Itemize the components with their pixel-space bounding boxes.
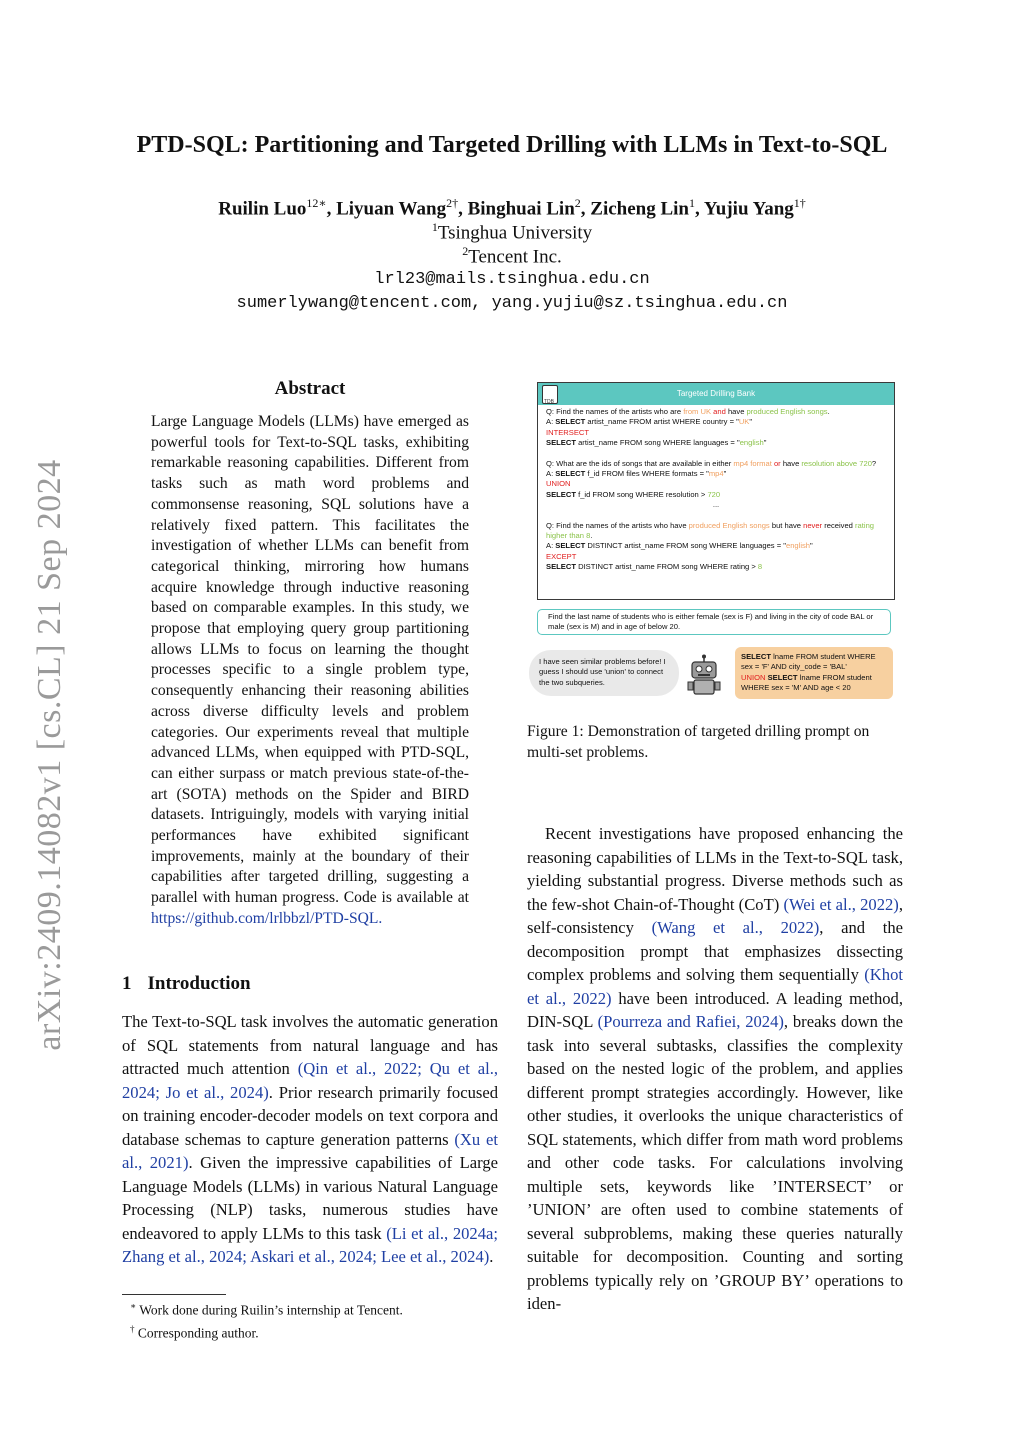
section-heading [122, 973, 251, 995]
abstract-heading: Abstract [274, 378, 346, 399]
author-name: Ruilin Luo [218, 198, 307, 220]
robot-icon [684, 654, 724, 698]
citation-link[interactable]: (Wei et al., 2022) [783, 894, 899, 914]
example-answer-3-line-3: SELECT DISTINCT artist_name FROM song WHERE rating > 8 [546, 562, 763, 572]
citation-link[interactable]: (Qin et al., 2022; Qu et al., 2024; Jo et al., 2024) [122, 1059, 498, 1102]
section-title: Introduction [147, 973, 251, 994]
example-question-1: Q: Find the names of the artists who are from UK and have produced English songs. [546, 407, 830, 416]
example-question-2: Q: What are the ids of songs that are available in either mp4 format or have resolution above 720? [546, 458, 877, 468]
generated-sql-answer [735, 647, 893, 699]
answer-line-3: UNION SELECT lname FROM student [741, 672, 872, 682]
body-text: Recent investigations have proposed enhancing the reasoning capabilities of LLMs in the Text-to-SQL task, yielding substantial progress. Diverse methods such as the few-shot Chain-of-Thought (CoT) [527, 824, 903, 914]
example-answer-1-line-3: SELECT artist_name FROM song WHERE languages = "english" [546, 438, 767, 448]
example-question-3: Q: Find the names of the artists who have produced English songs but have never received rating higher than 8. [546, 520, 875, 541]
answer-line-2: sex = 'F' AND city_code = 'BAL' [741, 662, 847, 672]
bank-examples [538, 405, 894, 575]
abstract-body [151, 412, 469, 930]
answer-line-4: WHERE sex = 'M' AND age < 20 [741, 683, 851, 693]
section-number: 1 [122, 973, 132, 994]
paper-title: PTD-SQL: Partitioning and Targeted Drilling with LLMs in Text-to-SQL [136, 132, 888, 158]
citation-link[interactable]: (Khot et al., 2022) [527, 965, 903, 1008]
figure-caption: Figure 1: Demonstration of targeted drilling prompt on multi-set problems. [527, 723, 870, 761]
body-text: have been introduced. A leading method, DIN-SQL [527, 988, 904, 1031]
example-answer-3-line-1: A: SELECT DISTINCT artist_name FROM song WHERE languages = "english" [546, 541, 813, 551]
author-name: Zicheng Lin [590, 198, 690, 220]
example-answer-2-line-1: A: SELECT f_id FROM files WHERE formats = "mp4" [546, 469, 727, 479]
citation-link[interactable]: (Pourreza and Rafiei, 2024) [597, 1012, 784, 1031]
body-text: , self-consistency [527, 894, 903, 937]
example-answer-3-operator: EXCEPT [546, 551, 577, 561]
body-text: . [489, 1247, 494, 1266]
citation-link[interactable]: (Li et al., 2024a; Zhang et al., 2024; Askari et al., 2024; Lee et al., 2024) [122, 1223, 498, 1266]
body-text: The Text-to-SQL task involves the automatic generation of SQL statements from natural language and has attracted much attention [122, 1012, 498, 1078]
bank-title: Targeted Drilling Bank [676, 389, 756, 398]
footnote-1: ∗ Work done during Ruilin’s internship at Tencent. [130, 1301, 403, 1318]
example-answer-2-line-3: SELECT f_id FROM song WHERE resolution > 720 [546, 489, 721, 499]
arxiv-sidebar [30, 455, 70, 1055]
email-2: sumerlywang@tencent.com, yang.yujiu@sz.tsinghua.edu.cn [236, 294, 788, 313]
author-affiliation-marker: 12∗ [306, 196, 327, 210]
footnote-rule [122, 1294, 226, 1295]
bank-header [538, 383, 894, 405]
example-answer-2-operator: UNION [546, 479, 571, 489]
example-ellipsis: ... [712, 500, 720, 510]
thought-bubble: I have seen similar problems before! I guess I should use 'union' to connect the two subqueries. [529, 650, 679, 696]
input-question: Find the last name of students who is either female (sex is F) and living in the city of code BAL or male (sex is M) and in age of below 20. [537, 609, 891, 635]
author-list: Ruilin Luo$^{12∗}$, Liyuan Wang$^{2\dagger}$, Binghuai Lin$^2$, Zicheng Lin$^1$, Yujiu Yang$^{1\dagger}$ [218, 196, 806, 220]
book-icon [542, 385, 558, 404]
author-affiliation-marker: 2† [446, 196, 459, 210]
footnotes [130, 1297, 403, 1342]
author-name: Liyuan Wang [336, 198, 447, 220]
email-1: lrl23@mails.tsinghua.edu.cn [374, 270, 650, 289]
body-text: . Given the impressive capabilities of Large Language Models (LLMs) in various Natural Language Processing (NLP) tasks, numerous studies have endeavored to apply LLMs to this task [122, 1153, 498, 1243]
intro-left-paragraph [122, 1010, 498, 1269]
arxiv-identifier: arXiv:2409.14082v1 [cs.CL] 21 Sep 2024 [31, 459, 68, 1051]
author-affiliation-marker: 1 [689, 196, 696, 210]
author-affiliation-marker: 1† [793, 196, 806, 210]
intro-right-paragraph [527, 822, 903, 1316]
body-text: . Prior research primarily focused on training encoder-decoder models on text corpora and database schemas to capture generation patterns [122, 1082, 498, 1149]
targeted-drilling-bank [537, 382, 895, 600]
citation-link[interactable]: (Xu et al., 2021) [122, 1129, 498, 1172]
example-answer-1-operator: INTERSECT [546, 427, 590, 437]
body-text: , breaks down the task into several subtasks, classifies the complexity based on the nested logic of the problem, and applies different prompt strategies accordingly. However, like other studies, it overlooks the unique characteristics of SQL statements, which differ from math word problems and other code tasks. For calculations involving multiple sets, keywords like ’INTERSECT’ or ’UNION’ are often used to combine statements of several subproblems, making these queries naturally suitable for decomposition. Counting and sorting problems typically rely on ’GROUP BY’ operations to iden- [527, 1012, 903, 1313]
affiliation-1: $^1$Tsinghua University [431, 220, 593, 244]
author-name: Yujiu Yang [703, 198, 794, 220]
affiliation-2: $^2$Tencent Inc. [462, 244, 562, 268]
example-answer-1-line-1: A: SELECT artist_name FROM artist WHERE country = "UK" [546, 417, 753, 427]
answer-line-1: SELECT lname FROM student WHERE [741, 652, 876, 661]
code-link[interactable]: https://github.com/lrlbbzl/PTD-SQL. [151, 909, 383, 927]
footnote-2: † Corresponding author. [130, 1323, 259, 1340]
author-name: Binghuai Lin [467, 198, 575, 220]
body-text: , and the decomposition prompt that emphasizes dissecting complex problems and solving them sequentially [527, 918, 903, 984]
citation-link[interactable]: (Wang et al., 2022) [651, 918, 820, 937]
author-affiliation-marker: 2 [574, 196, 581, 210]
abstract-text: Large Language Models (LLMs) have emerged as powerful tools for Text-to-SQL tasks, exhibiting remarkable reasoning capabilities. Different from tasks such as math word problems and commonsense reasoning, SQL solutions have a relatively fixed pattern. This facilitates the investigation of whether LLMs can benefit from categorical thinking, mirroring how humans acquire knowledge through inductive reasoning based on comparable examples. In this study, we propose that employing query group partitioning allows LLMs to focus on learning the thought processes specific to a single problem type, consequently enhancing their reasoning abilities across diverse difficulty levels and problem categories. Our experiments reveal that multiple advanced LLMs, when equipped with PTD-SQL, can either surpass or match previous state-of-the-art (SOTA) methods on the Spider and BIRD datasets. Intriguingly, models with varying initial performances have exhibited significant improvements, mainly at the boundary of their capabilities after targeted drilling, suggesting a parallel with human progress. Code is available at [151, 413, 469, 907]
